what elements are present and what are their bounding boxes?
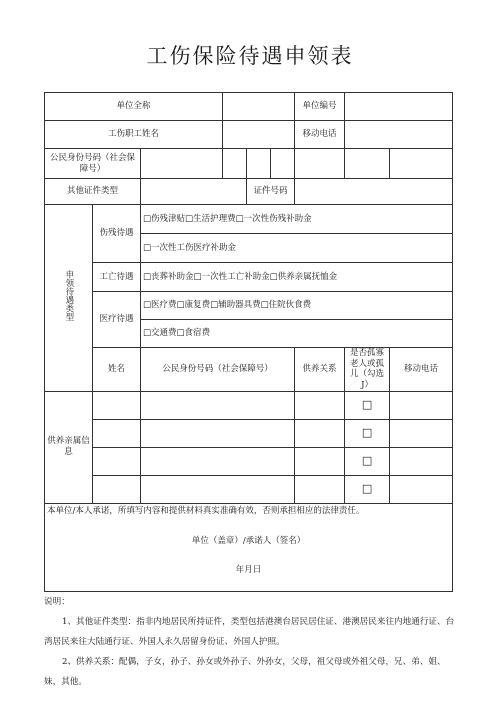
worker-name-field[interactable] xyxy=(223,121,295,149)
id-number-cell-2[interactable] xyxy=(247,149,271,179)
form-title: 工伤保险待遇申领表 xyxy=(146,44,354,68)
disability-options-1[interactable]: □伤残津贴□生活护理费□一次性伤残补助金 xyxy=(141,205,453,234)
other-id-type-label: 其他证件类型 xyxy=(45,179,141,205)
unit-code-field[interactable] xyxy=(345,93,453,121)
dependents-col-orphan: 是否孤寡老人或孤儿（勾选J） xyxy=(345,348,390,392)
dependent-1-orphan-checkbox[interactable]: □ xyxy=(345,391,390,419)
disability-options-2[interactable]: □一次性工伤医疗补助金 xyxy=(141,234,453,263)
id-number-cell-1[interactable] xyxy=(223,149,247,179)
death-options[interactable]: □丧葬补助金□一次性工亡补助金□供养亲属抚恤金 xyxy=(141,263,453,292)
dependent-1-id[interactable] xyxy=(141,391,295,419)
notes-heading: 说明： xyxy=(44,597,70,607)
notes-item-1: 1、其他证件类型：指非内地居民所持证件，类型包括港澳台居民居住证、港澳居民来往内地通行证、台湾居民来往大陆通行证、外国人永久居留身份证、外国人护照。 xyxy=(44,617,455,647)
worker-mobile-label: 移动电话 xyxy=(295,121,345,149)
medical-options-1[interactable]: □医疗费□康复费□辅助器具费□住院伙食费 xyxy=(141,292,453,320)
id-no-field[interactable] xyxy=(295,179,453,205)
id-number-field[interactable] xyxy=(141,149,223,179)
dependent-3-relation[interactable] xyxy=(295,447,345,475)
dependent-4-mobile[interactable] xyxy=(390,475,453,503)
id-number-cell-5[interactable] xyxy=(345,149,390,179)
dependent-1-mobile[interactable] xyxy=(390,391,453,419)
medical-options-2[interactable]: □交通费□食宿费 xyxy=(141,320,453,348)
death-label: 工亡待遇 xyxy=(93,263,141,292)
dependent-2-id[interactable] xyxy=(141,419,295,447)
dependent-3-mobile[interactable] xyxy=(390,447,453,475)
dependent-3-orphan-checkbox[interactable]: □ xyxy=(345,447,390,475)
dependent-2-mobile[interactable] xyxy=(390,419,453,447)
claim-form-table xyxy=(44,92,453,592)
unit-name-field[interactable] xyxy=(223,93,295,121)
claim-type-section-label xyxy=(45,205,93,392)
pledge-section xyxy=(45,503,453,591)
other-id-type-field[interactable] xyxy=(141,179,247,205)
dependents-section-label: 供养亲属信息 xyxy=(45,391,93,503)
dependent-3-id[interactable] xyxy=(141,447,295,475)
dependent-2-name[interactable] xyxy=(93,419,141,447)
notes-section xyxy=(44,592,456,692)
id-no-label: 证件号码 xyxy=(247,179,295,205)
pledge-text: 本单位/本人承诺，所填写内容和提供材料真实准确有效，否则承担相应的法律责任。 xyxy=(47,505,365,516)
dependents-col-relation: 供养关系 xyxy=(295,348,345,392)
id-number-cell-3[interactable] xyxy=(271,149,295,179)
claim-type-label-text: 申领待遇类型 xyxy=(63,270,74,322)
pledge-date-line: 年月日 xyxy=(235,564,262,575)
unit-code-label: 单位编号 xyxy=(295,93,345,121)
dependent-1-relation[interactable] xyxy=(295,391,345,419)
id-number-cell-6[interactable] xyxy=(390,149,453,179)
unit-name-label: 单位全称 xyxy=(45,93,223,121)
id-number-cell-4[interactable] xyxy=(295,149,345,179)
dependents-col-mobile: 移动电话 xyxy=(390,348,453,392)
dependent-2-relation[interactable] xyxy=(295,419,345,447)
dependent-4-relation[interactable] xyxy=(295,475,345,503)
dependents-col-name: 姓名 xyxy=(93,348,141,392)
dependent-1-name[interactable] xyxy=(93,391,141,419)
notes-item-2: 2、供养关系：配偶，子女，孙子、孙女或外孙子、外孙女，父母，祖父母或外祖父母，兄、弟、姐、妹，其他。 xyxy=(44,657,446,687)
dependent-2-orphan-checkbox[interactable]: □ xyxy=(345,419,390,447)
worker-name-label: 工伤职工姓名 xyxy=(45,121,223,149)
medical-label: 医疗待遇 xyxy=(93,292,141,348)
dependent-4-name[interactable] xyxy=(93,475,141,503)
dependent-4-id[interactable] xyxy=(141,475,295,503)
id-number-label: 公民身份号码（社会保障号） xyxy=(45,149,141,179)
worker-mobile-field[interactable] xyxy=(345,121,453,149)
disability-label: 伤残待遇 xyxy=(93,205,141,263)
dependent-3-name[interactable] xyxy=(93,447,141,475)
pledge-signature-line: 单位（盖章）/承诺人（签名） xyxy=(191,536,306,547)
dependents-col-id: 公民身份号码（社会保障号） xyxy=(141,348,295,392)
dependent-4-orphan-checkbox[interactable]: □ xyxy=(345,475,390,503)
